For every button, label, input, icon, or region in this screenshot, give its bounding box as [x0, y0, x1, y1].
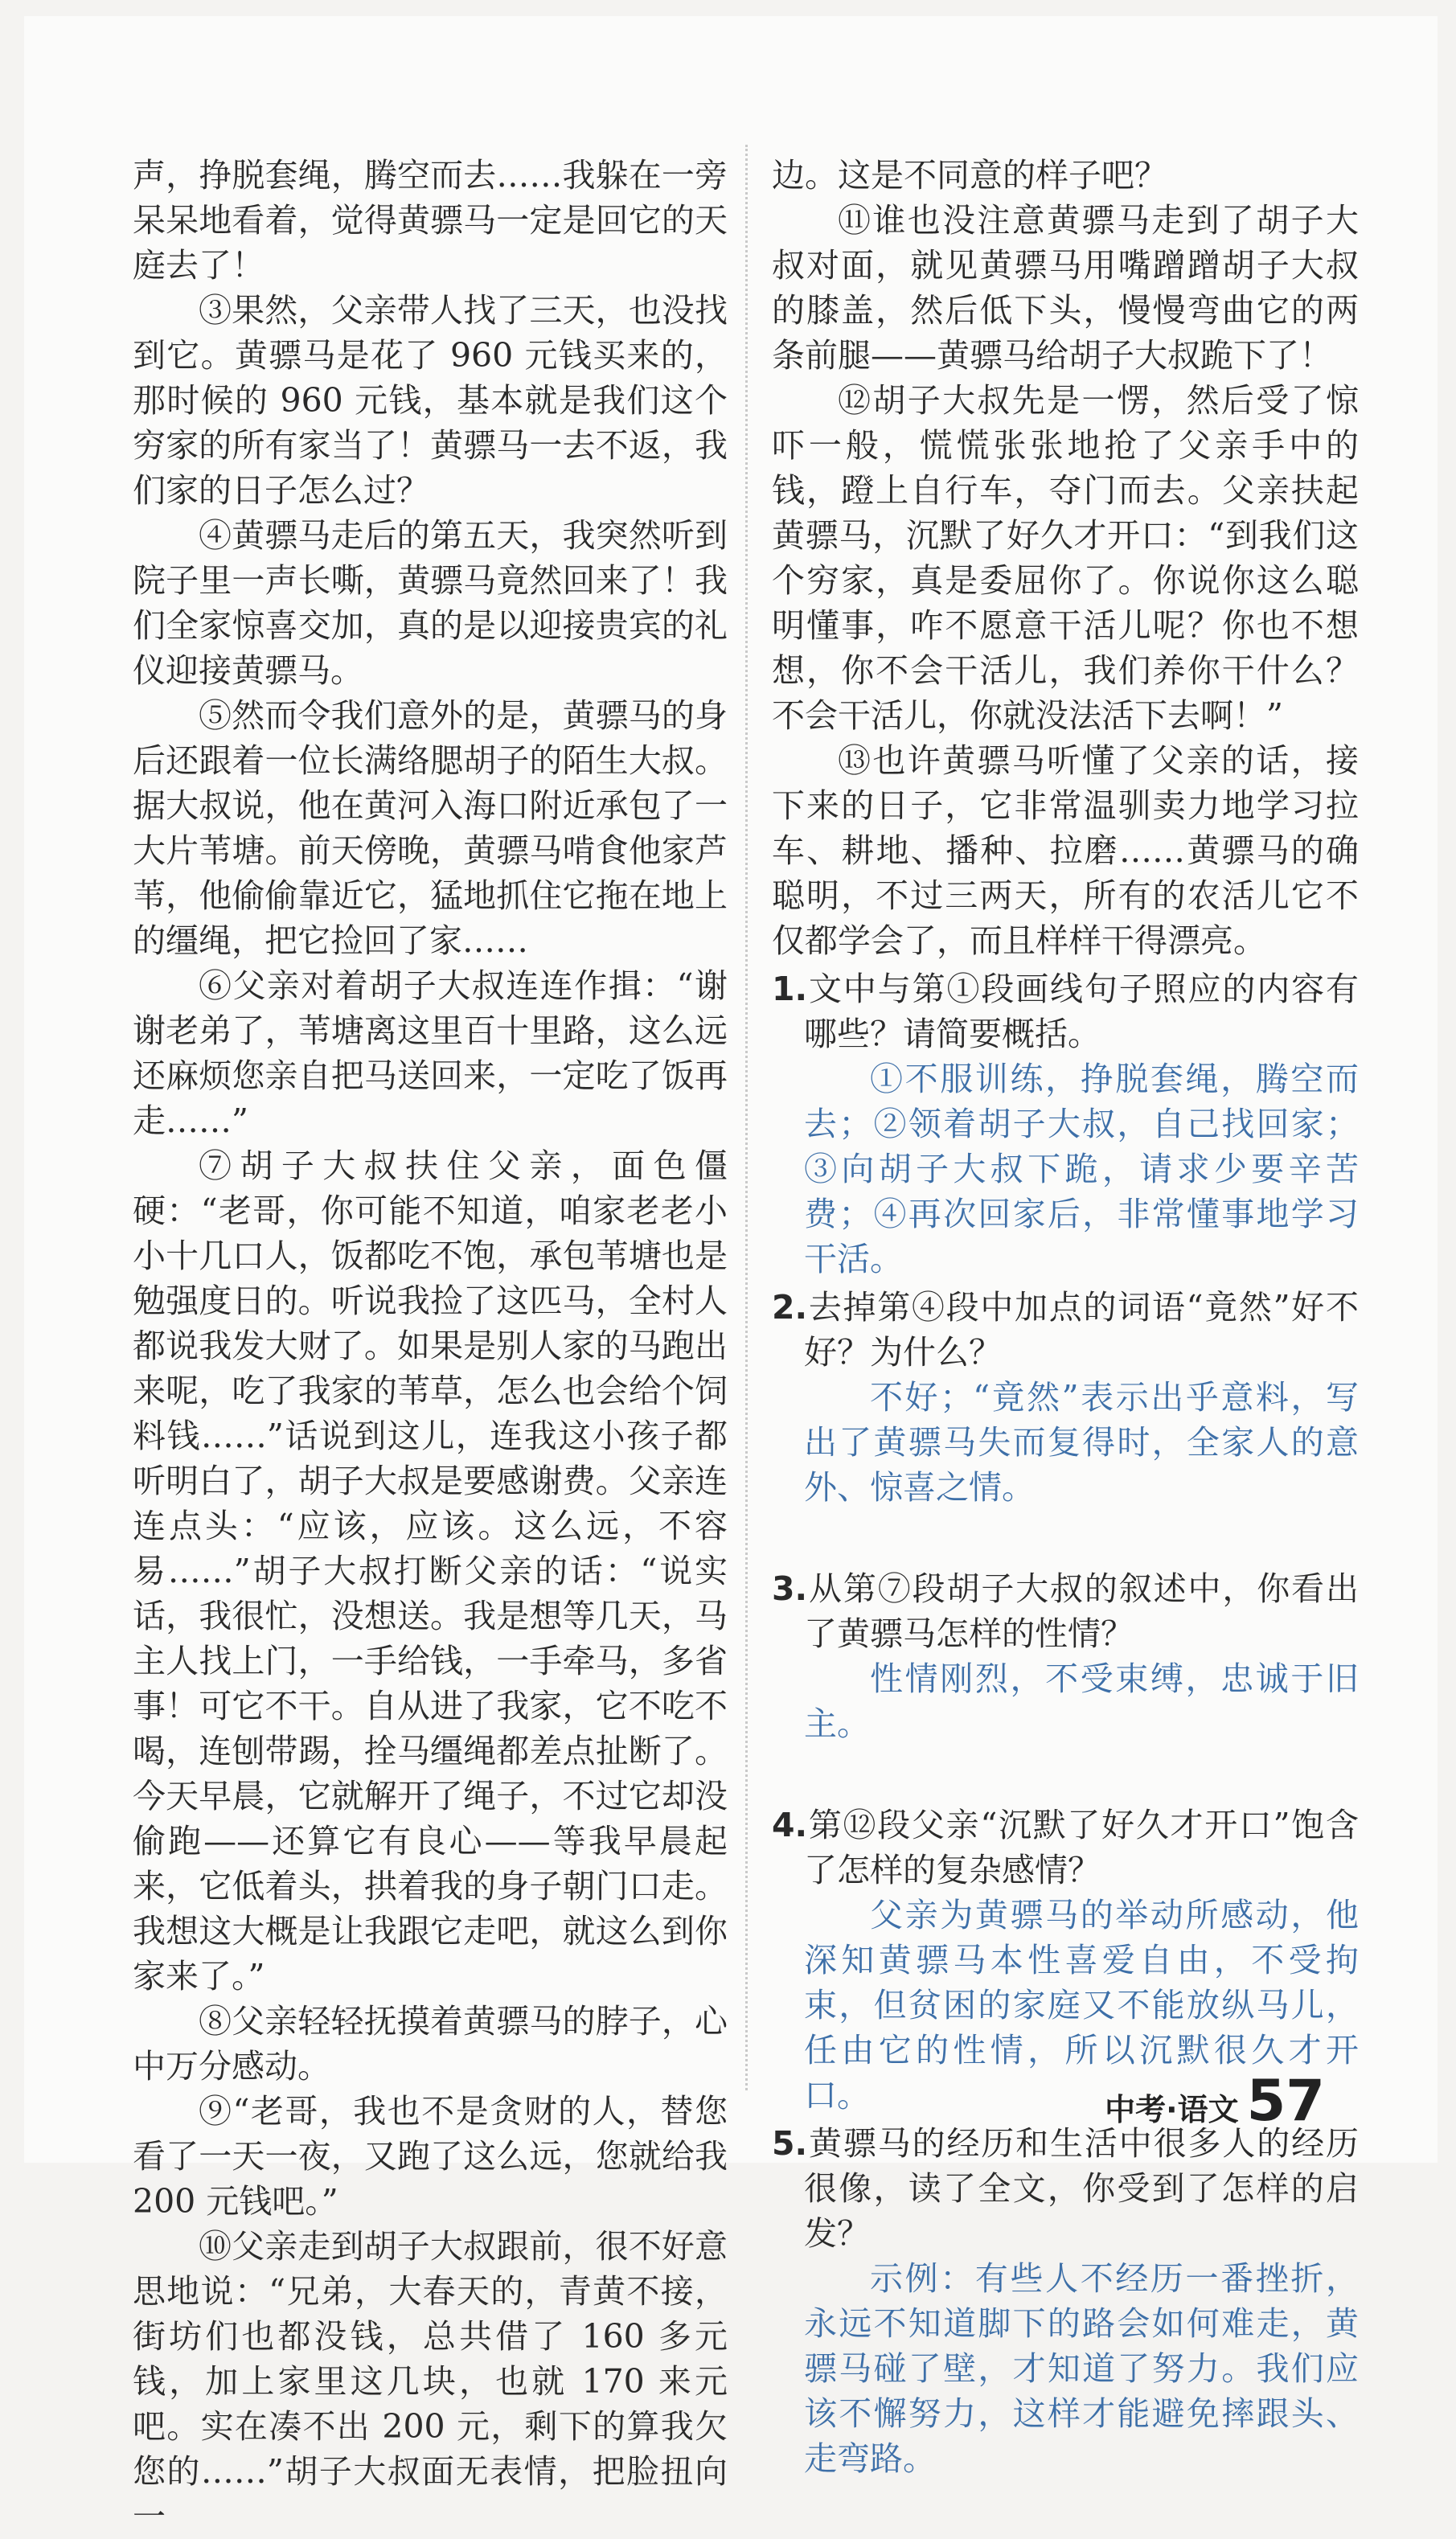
paragraph: ⑩父亲走到胡子大叔跟前，很不好意思地说：“兄弟，大春天的，青黄不接，街坊们也都没钱，总共借了 160 多元钱，加上家里这几块，也就 170 来元吧。实在凑不出 200 元，剩下的算我欠您的……”胡子大叔面无表情，把脸扭向一 [133, 2227, 728, 2536]
paragraph: ③果然，父亲带人找了三天，也没找到它。黄骠马是花了 960 元钱买来的，那时候的 960 元钱，基本就是我们这个穷家的所有家当了！黄骠马一去不返，我们家的日子怎么过？ [133, 291, 728, 510]
book-label: 中考·语文 [1105, 2092, 1239, 2127]
question-5 [772, 2121, 1359, 2481]
question-text: 去掉第④段中加点的词语“竟然”好不好？为什么？ [804, 1288, 1359, 1372]
question-number: 2. [772, 1288, 808, 1327]
paragraph: ⑦胡子大叔扶住父亲，面色僵硬：“老哥，你可能不知道，咱家老老小小十几口人，饭都吃不饱，承包苇塘也是勉强度日的。听说我捡了这匹马，全村人都说我发大财了。如果是别人家的马跑出来呢，吃了我家的苇草，怎么也会给个饲料钱……”话说到这儿，连我这小孩子都听明白了，胡子大叔是要感谢费。父亲连连点头：“应该，应该。这么远，不容易……”胡子大叔打断父亲的话：“说实话，我很忙，没想送。我是想等几天，马主人找上门，一手给钱，一手牵马，多省事！可它不干。自从进了我家，它不吃不喝，连刨带踢，拴马缰绳都差点扯断了。今天早晨，它就解开了绳子，不过它却没偷跑——还算它有良心——等我早晨起来，它低着头，拱着我的身子朝门口走。我想这大概是让我跟它走吧，就这么到你家来了。” [133, 1146, 728, 1996]
page-footer [1105, 2068, 1325, 2134]
answer-text: 父亲为黄骠马的举动所感动，他深知黄骠马本性喜爱自由，不受拘束，但贫困的家庭又不能放纵马儿，任由它的性情，所以沉默很久才开口。 [804, 1896, 1359, 2114]
page-number: 57 [1246, 2068, 1325, 2134]
question-1 [772, 966, 1359, 1282]
question-text: 黄骠马的经历和生活中很多人的经历很像，读了全文，你受到了怎样的启发？ [804, 2124, 1359, 2253]
page [24, 16, 1438, 2536]
paragraph: ⑨“老哥，我也不是贪财的人，替您看了一天一夜，又跑了这么远，您就给我 200 元钱吧。” [133, 2092, 728, 2221]
question-3 [772, 1566, 1359, 1746]
left-column [133, 153, 728, 2539]
question-2 [772, 1285, 1359, 1510]
answer-text: 示例：有些人不经历一番挫折，永远不知道脚下的路会如何难走，黄骠马碰了壁，才知道了努力。我们应该不懈努力，这样才能避免摔跟头、走弯路。 [804, 2259, 1359, 2478]
question-number: 1. [772, 970, 808, 1008]
question-text: 从第⑦段胡子大叔的叙述中，你看出了黄骠马怎样的性情？ [804, 1569, 1359, 1653]
paragraph: ⑪谁也没注意黄骠马走到了胡子大叔对面，就见黄骠马用嘴蹭蹭胡子大叔的膝盖，然后低下头，慢慢弯曲它的两条前腿——黄骠马给胡子大叔跪下了！ [772, 201, 1359, 375]
question-number: 4. [772, 1806, 808, 1844]
answer-text: ①不服训练，挣脱套绳，腾空而去；②领着胡子大叔，自己找回家；③向胡子大叔下跪，请求少要辛苦费；④再次回家后，非常懂事地学习干活。 [804, 1060, 1359, 1278]
paragraph: 边。这是不同意的样子吧？ [772, 156, 1167, 195]
paragraph: ⑤然而令我们意外的是，黄骠马的身后还跟着一位长满络腮胡子的陌生大叔。据大叔说，他在黄河入海口附近承包了一大片苇塘。前天傍晚，黄骠马啃食他家芦苇，他偷偷靠近它，猛地抓住它拖在地上的缰绳，把它捡回了家…… [133, 696, 728, 960]
paragraph: ⑥父亲对着胡子大叔连连作揖：“谢谢老弟了，苇塘离这里百十里路，这么远还麻烦您亲自把马送回来，一定吃了饭再走……” [133, 966, 728, 1140]
paragraph: 声，挣脱套绳，腾空而去……我躲在一旁呆呆地看着，觉得黄骠马一定是回它的天庭去了！ [133, 156, 728, 285]
paragraph: ⑫胡子大叔先是一愣，然后受了惊吓一般，慌慌张张地抢了父亲手中的钱，蹬上自行车，夺门而去。父亲扶起黄骠马，沉默了好久才开口：“到我们这个穷家，真是委屈你了。你说你这么聪明懂事，咋不愿意干活儿呢？你也不想想，你不会干活儿，我们养你干什么？不会干活儿，你就没法活下去啊！” [772, 381, 1359, 735]
question-text: 第⑫段父亲“沉默了好久才开口”饱含了怎样的复杂感情？ [804, 1806, 1359, 1889]
paragraph: ⑬也许黄骠马听懂了父亲的话，接下来的日子，它非常温驯卖力地学习拉车、耕地、播种、拉磨……黄骠马的确聪明，不过三两天，所有的农活儿它不仅都学会了，而且样样干得漂亮。 [772, 741, 1359, 960]
answer-text: 不好；“竟然”表示出乎意料，写出了黄骠马失而复得时，全家人的意外、惊喜之情。 [804, 1378, 1359, 1507]
question-number: 3. [772, 1569, 808, 1608]
paragraph: ④黄骠马走后的第五天，我突然听到院子里一声长嘶，黄骠马竟然回来了！我们全家惊喜交加，真的是以迎接贵宾的礼仪迎接黄骠马。 [133, 516, 728, 690]
column-divider [745, 145, 748, 2090]
question-number: 5. [772, 2124, 808, 2163]
question-text: 文中与第①段画线句子照应的内容有哪些？请简要概括。 [804, 970, 1359, 1053]
paragraph: ⑧父亲轻轻抚摸着黄骠马的脖子，心中万分感动。 [133, 2002, 728, 2086]
answer-text: 性情刚烈，不受束缚，忠诚于旧主。 [804, 1659, 1359, 1743]
